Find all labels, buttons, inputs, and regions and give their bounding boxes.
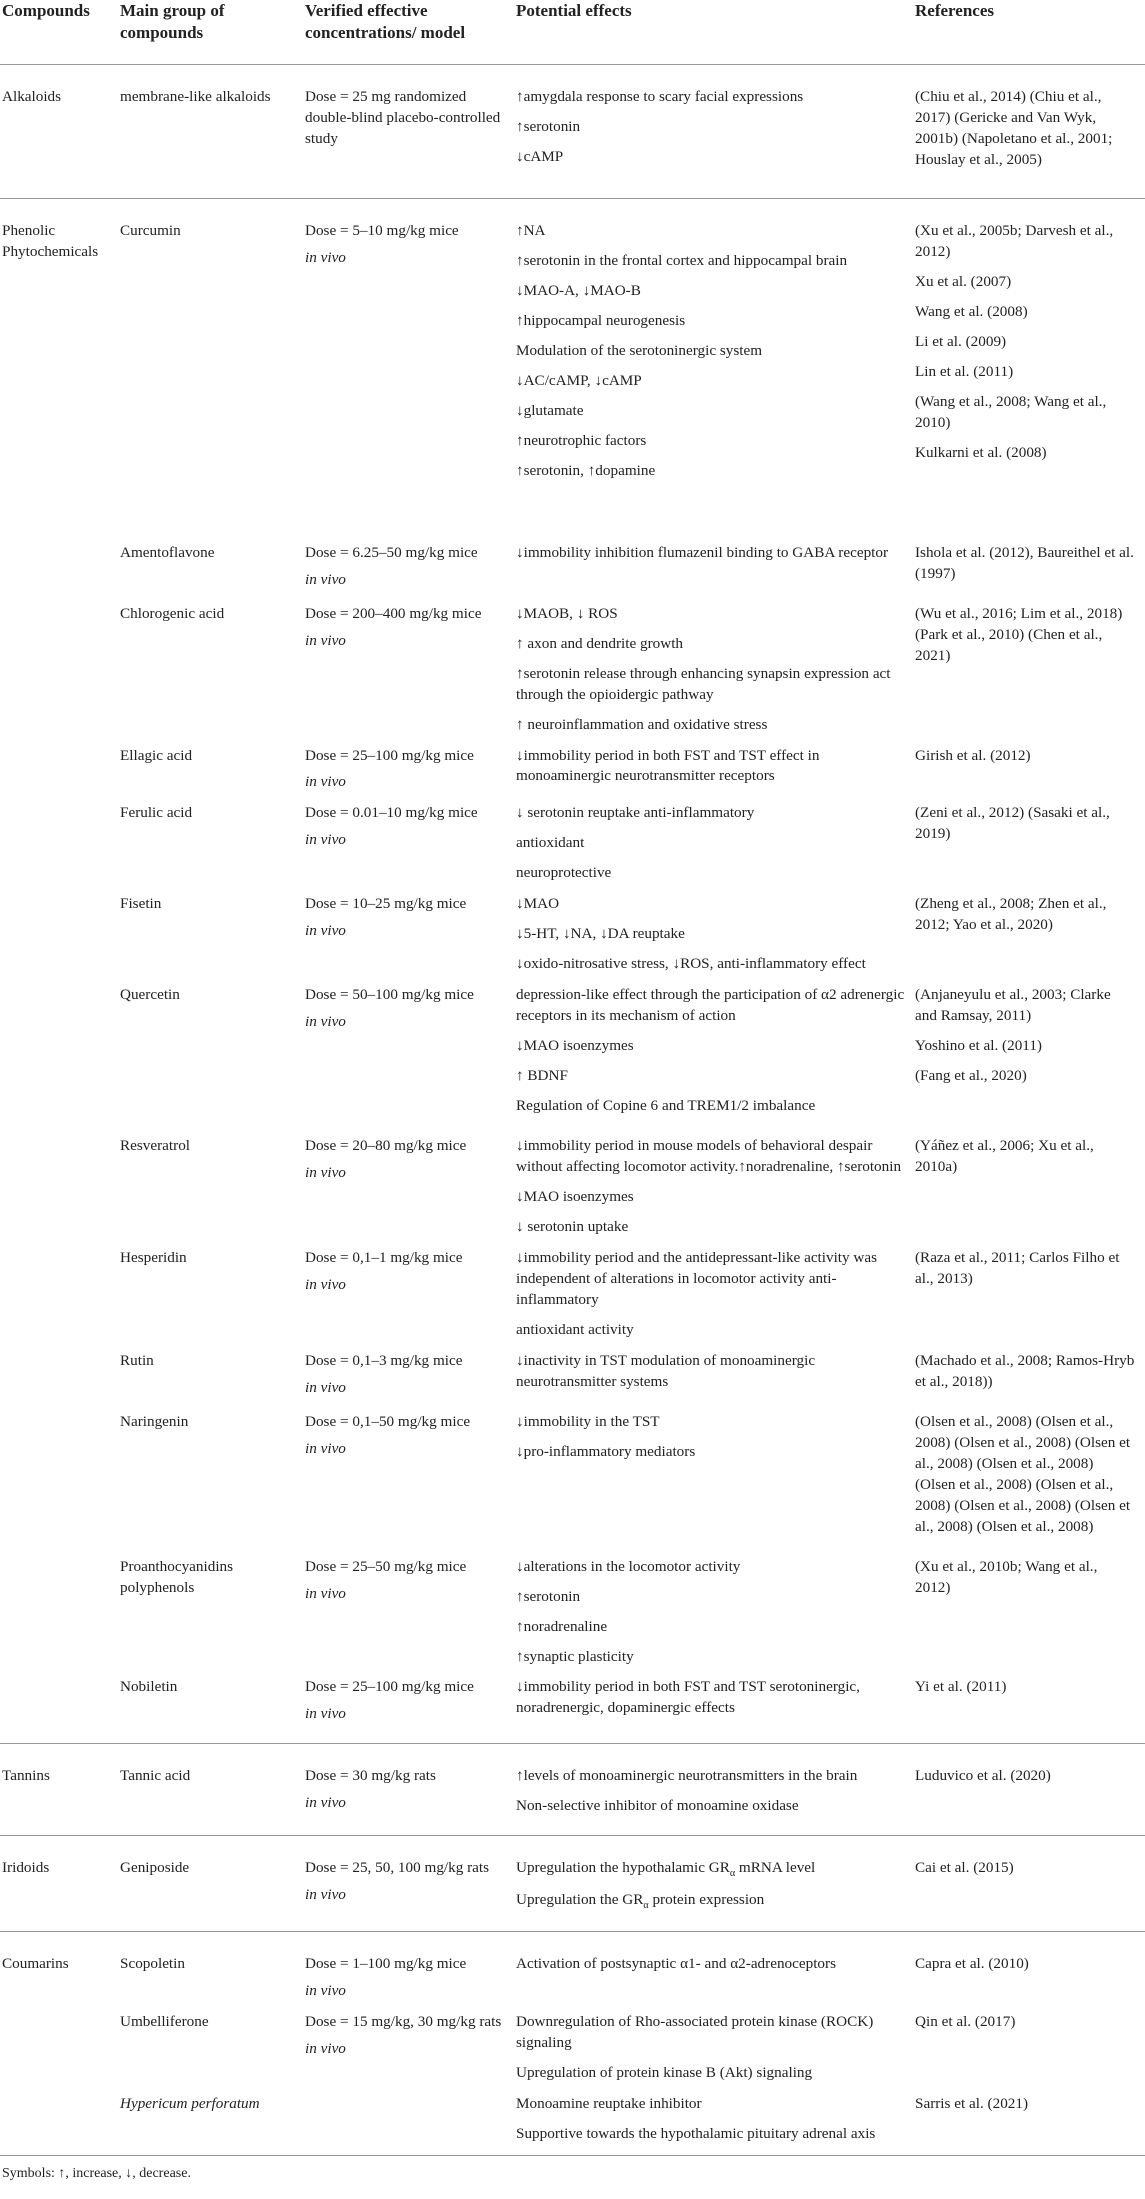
cell-main-group bbox=[120, 1932, 305, 2009]
effect-line: ↓immobility inhibition flumazenil binding to GABA receptor bbox=[516, 543, 889, 561]
cell-effects bbox=[516, 1348, 915, 1409]
model-in-vivo: in vivo bbox=[305, 631, 346, 649]
cell-effects bbox=[516, 1836, 915, 1932]
table-row bbox=[0, 1674, 1145, 1743]
cell-main-group bbox=[120, 800, 305, 891]
main-group-name: Chlorogenic acid bbox=[120, 604, 225, 622]
dose-text: Dose = 5–10 mg/kg mice bbox=[305, 222, 459, 240]
model-in-vivo: in vivo bbox=[305, 2039, 346, 2057]
cell-main-group bbox=[120, 540, 305, 601]
cell-main-group bbox=[120, 891, 305, 982]
cell-concentration bbox=[305, 1409, 516, 1554]
table-row bbox=[0, 540, 1145, 601]
cell-compound bbox=[0, 1674, 120, 1743]
effect-line: ↓cAMP bbox=[516, 148, 564, 166]
cell-concentration bbox=[305, 1836, 516, 1932]
effect-line: ↓pro-inflammatory mediators bbox=[516, 1442, 696, 1460]
cell-main-group bbox=[120, 65, 305, 199]
table-header-row bbox=[0, 0, 1145, 65]
reference-line: (Zeni et al., 2012) (Sasaki et al., 2019) bbox=[915, 804, 1110, 843]
cell-references bbox=[915, 1932, 1145, 2009]
effect-line: ↑serotonin release through enhancing synapsin expression act through the opioidergic pathway bbox=[516, 664, 891, 703]
table-row bbox=[0, 2091, 1145, 2155]
compound-class: Tannins bbox=[2, 1767, 50, 1785]
effect-line: ↑amygdala response to scary facial expressions bbox=[516, 88, 804, 106]
table-row bbox=[0, 65, 1145, 199]
dose-text: Dose = 30 mg/kg rats bbox=[305, 1767, 436, 1785]
cell-references bbox=[915, 1409, 1145, 1554]
cell-concentration bbox=[305, 1674, 516, 1743]
effect-line: ↑hippocampal neurogenesis bbox=[516, 311, 686, 329]
main-group-name: Hesperidin bbox=[120, 1248, 187, 1266]
dose-text: Dose = 25 mg randomized double-blind placebo-controlled study bbox=[305, 88, 501, 148]
main-group-name: Proanthocyanidins polyphenols bbox=[120, 1557, 234, 1596]
main-group-name: Ferulic acid bbox=[120, 804, 193, 822]
compound-class: Coumarins bbox=[2, 1955, 69, 1972]
effect-line: ↓immobility period in mouse models of behavioral despair without affecting locomotor activity.↑noradrenaline, ↑serotonin bbox=[516, 1137, 902, 1176]
cell-references bbox=[915, 2091, 1145, 2155]
cell-references bbox=[915, 1245, 1145, 1348]
cell-effects bbox=[516, 2009, 915, 2091]
main-group-name: Amentoflavone bbox=[120, 543, 215, 561]
table-body bbox=[0, 65, 1145, 2156]
reference-line: (Raza et al., 2011; Carlos Filho et al., 2013) bbox=[915, 1248, 1120, 1287]
cell-references bbox=[915, 601, 1145, 743]
reference-line bbox=[915, 473, 1135, 494]
cell-concentration bbox=[305, 2091, 516, 2155]
main-group-name: membrane-like alkaloids bbox=[120, 88, 271, 106]
cell-compound bbox=[0, 199, 120, 540]
reference-line: (Xu et al., 2005b; Darvesh et al., 2012) bbox=[915, 222, 1114, 261]
effect-line: neuroprotective bbox=[516, 864, 612, 882]
model-in-vivo: in vivo bbox=[305, 1794, 346, 1812]
cell-concentration bbox=[305, 1133, 516, 1245]
effect-line: ↑serotonin bbox=[516, 118, 581, 136]
header-concentrations: Verified effective concentrations/ model bbox=[305, 0, 516, 65]
dose-text: Dose = 0.01–10 mg/kg mice bbox=[305, 804, 478, 822]
cell-compound bbox=[0, 1409, 120, 1554]
main-group-name: Scopoletin bbox=[120, 1955, 185, 1972]
cell-compound bbox=[0, 65, 120, 199]
effect-line: ↓MAO isoenzymes bbox=[516, 1037, 634, 1055]
main-group-name: Naringenin bbox=[120, 1412, 189, 1430]
cell-concentration bbox=[305, 199, 516, 540]
cell-effects bbox=[516, 2091, 915, 2155]
reference-line: Xu et al. (2007) bbox=[915, 273, 1012, 290]
table-row bbox=[0, 1836, 1145, 1932]
compound-class: Phenolic Phytochemicals bbox=[2, 222, 99, 261]
table-row bbox=[0, 1133, 1145, 1245]
cell-compound bbox=[0, 891, 120, 982]
effect-line: ↓glutamate bbox=[516, 401, 584, 419]
cell-concentration bbox=[305, 2009, 516, 2091]
main-group-name: Curcumin bbox=[120, 222, 181, 240]
model-in-vivo: in vivo bbox=[305, 249, 346, 267]
cell-references bbox=[915, 1554, 1145, 1675]
effect-line: antioxidant activity bbox=[516, 1320, 634, 1338]
reference-line: Capra et al. (2010) bbox=[915, 1955, 1029, 1972]
effect-line: ↑ neuroinflammation and oxidative stress bbox=[516, 715, 768, 733]
cell-concentration bbox=[305, 1932, 516, 2009]
main-group-name: Ellagic acid bbox=[120, 746, 193, 764]
cell-compound bbox=[0, 1744, 120, 1836]
reference-line: (Xu et al., 2010b; Wang et al., 2012) bbox=[915, 1557, 1098, 1596]
table-row bbox=[0, 1348, 1145, 1409]
cell-compound bbox=[0, 1554, 120, 1675]
cell-concentration bbox=[305, 540, 516, 601]
dose-text: Dose = 50–100 mg/kg mice bbox=[305, 986, 474, 1004]
table-row bbox=[0, 1245, 1145, 1348]
effect-line: ↑ BDNF bbox=[516, 1067, 568, 1085]
table-row bbox=[0, 800, 1145, 891]
dose-text: Dose = 0,1–1 mg/kg mice bbox=[305, 1248, 463, 1266]
cell-compound bbox=[0, 1133, 120, 1245]
effect-line: ↑serotonin, ↑dopamine bbox=[516, 461, 656, 479]
header-compounds: Compounds bbox=[0, 0, 120, 65]
cell-effects bbox=[516, 540, 915, 601]
reference-line: Sarris et al. (2021) bbox=[915, 2094, 1029, 2112]
reference-line: Qin et al. (2017) bbox=[915, 2012, 1016, 2030]
model-in-vivo: in vivo bbox=[305, 1164, 346, 1182]
cell-references bbox=[915, 540, 1145, 601]
cell-compound bbox=[0, 800, 120, 891]
effect-line: ↓immobility in the TST bbox=[516, 1412, 660, 1430]
effect-line: ↓inactivity in TST modulation of monoaminergic neurotransmitter systems bbox=[516, 1351, 816, 1390]
cell-compound bbox=[0, 2009, 120, 2091]
effect-line: Upregulation the hypothalamic $GR_\alpha$ mRNA level bbox=[516, 1859, 816, 1880]
dose-text: Dose = 15 mg/kg, 30 mg/kg rats bbox=[305, 2012, 502, 2030]
model-in-vivo: in vivo bbox=[305, 1981, 346, 1999]
cell-concentration bbox=[305, 1348, 516, 1409]
cell-main-group bbox=[120, 1554, 305, 1675]
table-row bbox=[0, 1409, 1145, 1554]
table-row bbox=[0, 1744, 1145, 1836]
header-main-group: Main group of compounds bbox=[120, 0, 305, 65]
cell-compound bbox=[0, 1932, 120, 2009]
main-group-name: Hypericum perforatum bbox=[120, 2094, 260, 2112]
effect-line: ↓MAO isoenzymes bbox=[516, 1188, 634, 1206]
cell-compound bbox=[0, 1348, 120, 1409]
effect-line: Supportive towards the hypothalamic pituitary adrenal axis bbox=[516, 2124, 876, 2142]
main-group-name: Umbelliferone bbox=[120, 2012, 209, 2030]
reference-line: Kulkarni et al. (2008) bbox=[915, 443, 1047, 461]
cell-main-group bbox=[120, 982, 305, 1133]
dose-text: Dose = 25–50 mg/kg mice bbox=[305, 1557, 467, 1575]
reference-line: Wang et al. (2008) bbox=[915, 302, 1028, 320]
cell-effects bbox=[516, 982, 915, 1133]
cell-main-group bbox=[120, 2009, 305, 2091]
dose-text: Dose = 200–400 mg/kg mice bbox=[305, 604, 482, 622]
reference-line: (Machado et al., 2008; Ramos-Hryb et al., 2018)) bbox=[915, 1351, 1135, 1390]
cell-compound bbox=[0, 540, 120, 601]
main-group-name: Tannic acid bbox=[120, 1767, 191, 1785]
cell-concentration bbox=[305, 1245, 516, 1348]
cell-references bbox=[915, 65, 1145, 199]
model-in-vivo: in vivo bbox=[305, 773, 346, 791]
effect-line: ↑NA bbox=[516, 222, 546, 240]
effect-line: Regulation of Copine 6 and TREM1/2 imbalance bbox=[516, 1097, 816, 1115]
dose-text: Dose = 6.25–50 mg/kg mice bbox=[305, 543, 478, 561]
dose-text: Dose = 0,1–3 mg/kg mice bbox=[305, 1351, 463, 1369]
main-group-name: Resveratrol bbox=[120, 1137, 191, 1155]
cell-main-group bbox=[120, 1409, 305, 1554]
cell-references bbox=[915, 1744, 1145, 1836]
table-row bbox=[0, 982, 1145, 1133]
table-row bbox=[0, 1932, 1145, 2009]
effect-line: Upregulation of protein kinase B (Akt) signaling bbox=[516, 2063, 813, 2081]
model-in-vivo: in vivo bbox=[305, 922, 346, 940]
cell-compound bbox=[0, 1836, 120, 1932]
effect-line: ↑serotonin bbox=[516, 1587, 581, 1605]
reference-line: Lin et al. (2011) bbox=[915, 362, 1014, 380]
dose-text: Dose = 0,1–50 mg/kg mice bbox=[305, 1412, 471, 1430]
cell-main-group bbox=[120, 1836, 305, 1932]
reference-line: Ishola et al. (2012), Baureithel et al. (1997) bbox=[915, 543, 1134, 582]
effect-line: antioxidant bbox=[516, 834, 585, 852]
effect-line: ↓MAO-A, ↓MAO-B bbox=[516, 282, 641, 299]
cell-compound bbox=[0, 982, 120, 1133]
effect-line: Upregulation the $GR_\alpha$ protein expression bbox=[516, 1891, 765, 1912]
effect-line: ↓AC/cAMP, ↓cAMP bbox=[516, 371, 642, 389]
cell-main-group bbox=[120, 1133, 305, 1245]
cell-effects bbox=[516, 1744, 915, 1836]
reference-line: (Olsen et al., 2008) (Olsen et al., 2008) (Olsen et al., 2008) (Olsen et al., 2008) (Olsen et al., 2008) (Olsen et al., 2008) (Olsen et al., 2008) (Olsen et al., 2008) (Olsen et al., 2008) (Olsen et al., 2008) bbox=[915, 1412, 1131, 1535]
cell-references bbox=[915, 1348, 1145, 1409]
effect-line: Activation of postsynaptic α1- and α2-adrenoceptors bbox=[516, 1955, 836, 1972]
effect-line: ↑ axon and dendrite growth bbox=[516, 634, 684, 652]
cell-references bbox=[915, 2009, 1145, 2091]
cell-main-group bbox=[120, 743, 305, 801]
reference-line: (Wu et al., 2016; Lim et al., 2018) (Park et al., 2010) (Chen et al., 2021) bbox=[915, 604, 1123, 664]
main-group-name: Quercetin bbox=[120, 986, 180, 1004]
effect-line: ↓immobility period and the antidepressant-like activity was independent of alterations in locomotor activity anti-inflammatory bbox=[516, 1248, 878, 1308]
cell-references bbox=[915, 800, 1145, 891]
effect-line: ↓MAO bbox=[516, 895, 560, 913]
table-footnote: Symbols: ↑, increase, ↓, decrease. bbox=[2, 2165, 191, 2181]
cell-references bbox=[915, 891, 1145, 982]
model-in-vivo: in vivo bbox=[305, 1705, 346, 1723]
cell-main-group bbox=[120, 1674, 305, 1743]
model-in-vivo: in vivo bbox=[305, 1378, 346, 1396]
effect-line: ↑neurotrophic factors bbox=[516, 431, 647, 449]
reference-line: Yi et al. (2011) bbox=[915, 1678, 1007, 1696]
cell-effects bbox=[516, 1554, 915, 1675]
dose-text: Dose = 20–80 mg/kg mice bbox=[305, 1137, 467, 1155]
table-row bbox=[0, 199, 1145, 540]
effect-line: ↑levels of monoaminergic neurotransmitters in the brain bbox=[516, 1767, 858, 1785]
cell-effects bbox=[516, 1932, 915, 2009]
reference-line: Luduvico et al. (2020) bbox=[915, 1767, 1051, 1785]
model-in-vivo: in vivo bbox=[305, 1584, 346, 1602]
cell-references bbox=[915, 1674, 1145, 1743]
cell-references bbox=[915, 199, 1145, 540]
model-in-vivo: in vivo bbox=[305, 1439, 346, 1457]
cell-effects bbox=[516, 1674, 915, 1743]
cell-concentration bbox=[305, 1554, 516, 1675]
cell-effects bbox=[516, 1409, 915, 1554]
cell-references bbox=[915, 1133, 1145, 1245]
cell-effects bbox=[516, 800, 915, 891]
model-in-vivo: in vivo bbox=[305, 570, 346, 588]
cell-references bbox=[915, 1836, 1145, 1932]
effect-line: ↓MAOB, ↓ ROS bbox=[516, 604, 618, 622]
reference-line: Girish et al. (2012) bbox=[915, 746, 1031, 764]
reference-line: (Chiu et al., 2014) (Chiu et al., 2017) (Gericke and Van Wyk, 2001b) (Napoletano et al., 2001; Houslay et al., 2005) bbox=[915, 88, 1113, 169]
cell-compound bbox=[0, 2091, 120, 2155]
dose-text: Dose = 25, 50, 100 mg/kg rats bbox=[305, 1859, 490, 1877]
effect-line: Downregulation of Rho-associated protein kinase (ROCK) signaling bbox=[516, 2012, 874, 2051]
table-row bbox=[0, 2009, 1145, 2091]
cell-concentration bbox=[305, 601, 516, 743]
effect-line: depression-like effect through the participation of α2 adrenergic receptors in its mechanism of action bbox=[516, 986, 905, 1025]
reference-line: Yoshino et al. (2011) bbox=[915, 1037, 1042, 1055]
cell-concentration bbox=[305, 891, 516, 982]
reference-line: Cai et al. (2015) bbox=[915, 1859, 1014, 1877]
dose-text: Dose = 25–100 mg/kg mice bbox=[305, 1678, 474, 1696]
cell-effects bbox=[516, 199, 915, 540]
cell-main-group bbox=[120, 1245, 305, 1348]
effect-line: ↑noradrenaline bbox=[516, 1617, 608, 1635]
cell-compound bbox=[0, 601, 120, 743]
effect-line: ↓ serotonin uptake bbox=[516, 1218, 629, 1235]
main-group-name: Fisetin bbox=[120, 895, 162, 913]
cell-concentration bbox=[305, 982, 516, 1133]
reference-line: (Wang et al., 2008; Wang et al., 2010) bbox=[915, 392, 1107, 431]
effect-line: ↓alterations in the locomotor activity bbox=[516, 1557, 741, 1575]
table-row bbox=[0, 891, 1145, 982]
dose-text: Dose = 25–100 mg/kg mice bbox=[305, 746, 474, 764]
reference-line: (Anjaneyulu et al., 2003; Clarke and Ramsay, 2011) bbox=[915, 986, 1111, 1025]
cell-main-group bbox=[120, 601, 305, 743]
header-effects: Potential effects bbox=[516, 0, 915, 65]
cell-effects bbox=[516, 743, 915, 801]
cell-compound bbox=[0, 743, 120, 801]
dose-text: Dose = 1–100 mg/kg mice bbox=[305, 1955, 467, 1972]
reference-line bbox=[915, 1096, 1135, 1117]
model-in-vivo: in vivo bbox=[305, 1886, 346, 1904]
model-in-vivo: in vivo bbox=[305, 1013, 346, 1031]
compound-class: Iridoids bbox=[2, 1859, 50, 1877]
table-row bbox=[0, 1554, 1145, 1675]
effect-line: ↓5-HT, ↓NA, ↓DA reuptake bbox=[516, 925, 685, 943]
cell-effects bbox=[516, 1133, 915, 1245]
effect-line: Modulation of the serotoninergic system bbox=[516, 341, 763, 359]
cell-main-group bbox=[120, 2091, 305, 2155]
cell-concentration bbox=[305, 743, 516, 801]
cell-references bbox=[915, 743, 1145, 801]
cell-main-group bbox=[120, 1348, 305, 1409]
effect-line: ↓immobility period in both FST and TST serotoninergic, noradrenergic, dopaminergic effects bbox=[516, 1678, 860, 1717]
cell-main-group bbox=[120, 199, 305, 540]
cell-references bbox=[915, 982, 1145, 1133]
cell-concentration bbox=[305, 65, 516, 199]
reference-line: (Fang et al., 2020) bbox=[915, 1067, 1027, 1085]
cell-concentration bbox=[305, 800, 516, 891]
cell-effects bbox=[516, 1245, 915, 1348]
model-in-vivo: in vivo bbox=[305, 1275, 346, 1293]
model-in-vivo: in vivo bbox=[305, 831, 346, 849]
effect-line: ↓immobility period in both FST and TST effect in monoaminergic neurotransmitter receptors bbox=[516, 746, 820, 785]
cell-concentration bbox=[305, 1744, 516, 1836]
cell-compound bbox=[0, 1245, 120, 1348]
dose-text: Dose = 10–25 mg/kg mice bbox=[305, 895, 467, 913]
effect-line: ↑serotonin in the frontal cortex and hippocampal brain bbox=[516, 252, 848, 270]
effect-line: ↑synaptic plasticity bbox=[516, 1647, 634, 1665]
cell-effects bbox=[516, 891, 915, 982]
cell-effects bbox=[516, 65, 915, 199]
reference-line bbox=[915, 503, 1135, 524]
table-row bbox=[0, 743, 1145, 801]
main-group-name: Rutin bbox=[120, 1351, 154, 1369]
effect-line: ↓oxido-nitrosative stress, ↓ROS, anti-inflammatory effect bbox=[516, 955, 866, 973]
header-references: References bbox=[915, 0, 1145, 65]
main-group-name: Nobiletin bbox=[120, 1678, 178, 1696]
table-row bbox=[0, 601, 1145, 743]
main-group-name: Geniposide bbox=[120, 1859, 190, 1877]
reference-line: Li et al. (2009) bbox=[915, 332, 1007, 350]
cell-effects bbox=[516, 601, 915, 743]
compound-class: Alkaloids bbox=[2, 88, 62, 106]
effect-line: Non-selective inhibitor of monoamine oxidase bbox=[516, 1797, 799, 1815]
cell-main-group bbox=[120, 1744, 305, 1836]
reference-line: (Yáñez et al., 2006; Xu et al., 2010a) bbox=[915, 1137, 1094, 1176]
effect-line: ↓ serotonin reuptake anti-inflammatory bbox=[516, 804, 755, 822]
effect-line: Monoamine reuptake inhibitor bbox=[516, 2094, 702, 2112]
reference-line: (Zheng et al., 2008; Zhen et al., 2012; Yao et al., 2020) bbox=[915, 895, 1107, 934]
